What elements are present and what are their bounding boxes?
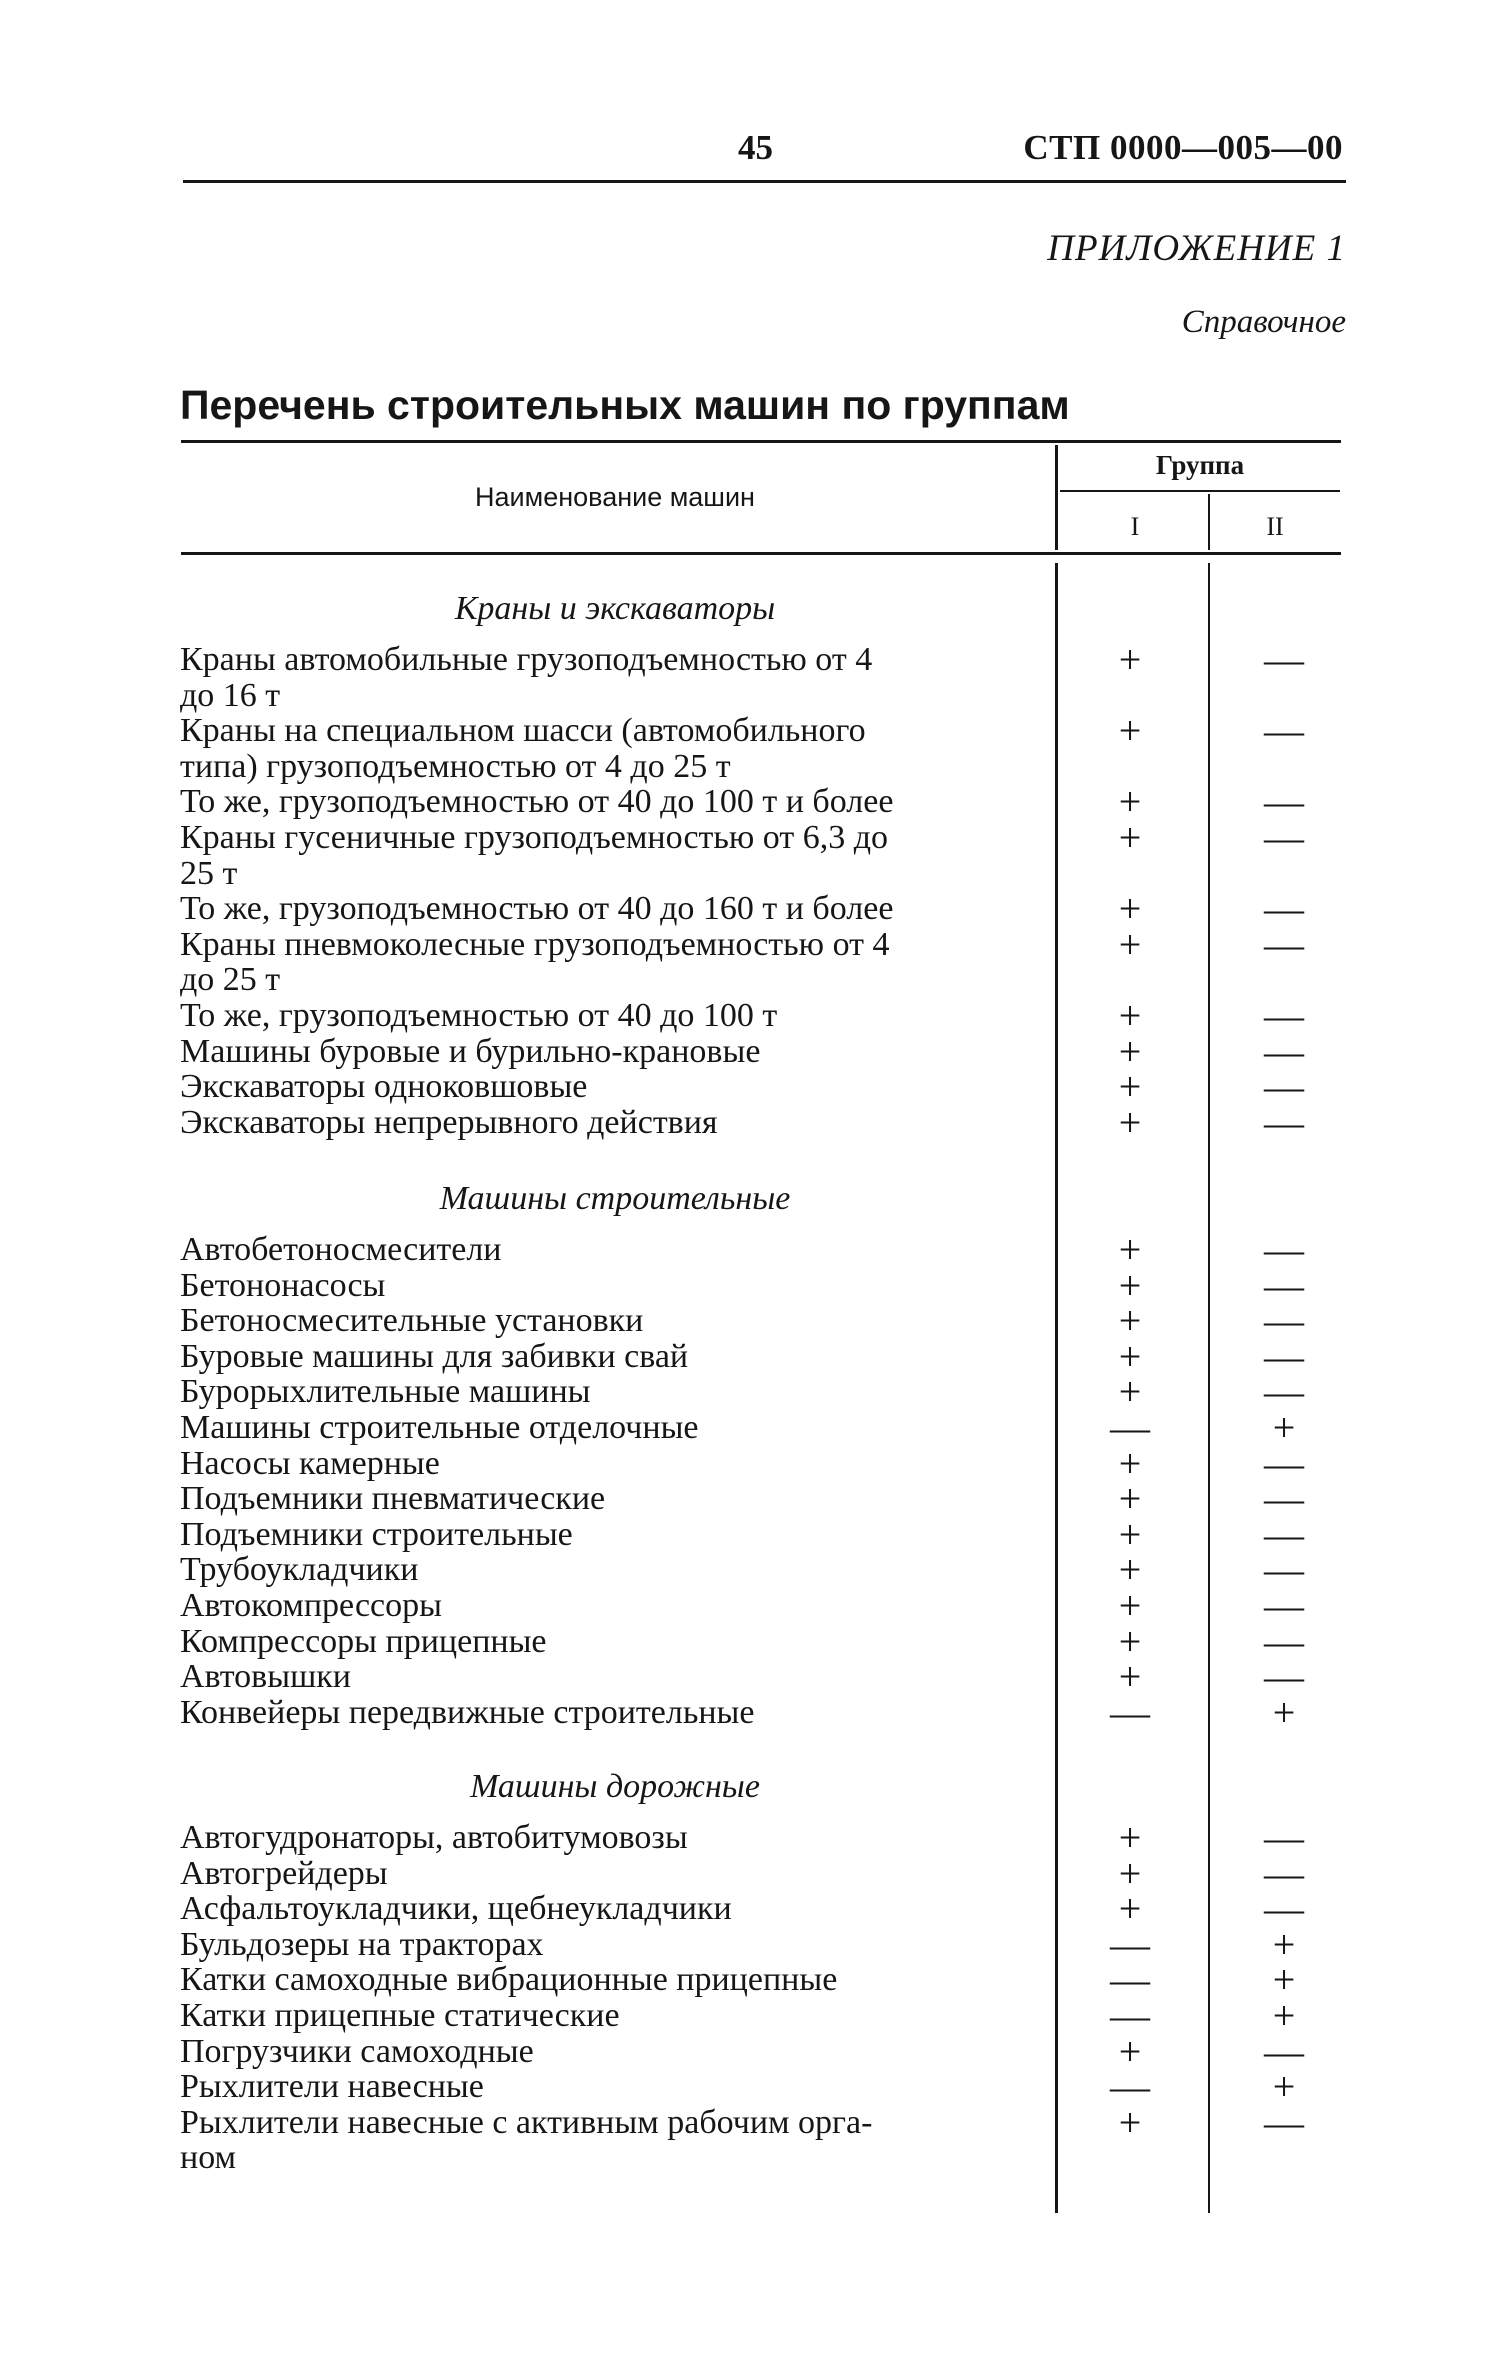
column-header-group: Группа xyxy=(1155,450,1245,480)
group-II-mark: — xyxy=(1264,637,1304,682)
header-rule xyxy=(183,180,1346,183)
group-II-mark: + xyxy=(1272,1957,1296,2003)
group-II-mark: — xyxy=(1264,1815,1304,1860)
machine-name: Машины строительные отделочные xyxy=(180,1409,699,1446)
machine-name: Автокомпрессоры xyxy=(180,1587,442,1624)
group-I-mark: — xyxy=(1110,2064,1150,2110)
machine-name: Бетоносмесительные установки xyxy=(180,1302,644,1340)
group-I-mark: + xyxy=(1118,1369,1142,1415)
group-II-mark: — xyxy=(1264,708,1304,754)
section-title: Машины строительные xyxy=(439,1180,791,1217)
machine-name: Насосы камерные xyxy=(180,1444,440,1482)
machine-name: То же, грузоподъемностью от 40 до 160 т и более xyxy=(180,890,894,928)
group-I-mark: + xyxy=(1118,1227,1142,1272)
group-I-mark: + xyxy=(1118,779,1142,825)
machine-name: Бетононасосы xyxy=(180,1266,386,1304)
group-I-mark: + xyxy=(1118,1440,1142,1486)
group-I-mark: + xyxy=(1118,2028,1142,2074)
machine-name: Погрузчики самоходные xyxy=(180,2032,534,2070)
group-I-mark: + xyxy=(1118,1886,1142,1932)
group-I-mark: + xyxy=(1118,1099,1142,1145)
section-title: Краны и экскаваторы xyxy=(454,590,776,627)
group-II-mark: — xyxy=(1264,1262,1304,1308)
group-II-mark: — xyxy=(1264,1227,1304,1272)
machine-name: ном xyxy=(180,2139,237,2177)
group-I-mark: + xyxy=(1118,993,1142,1038)
document-code: СТП 0000—005—00 xyxy=(1023,128,1343,167)
machine-name: до 25 т xyxy=(180,961,281,999)
machine-name: Машины буровые и бурильно-крановые xyxy=(180,1032,761,1070)
group-II-mark: — xyxy=(1264,1064,1304,1110)
header-divider xyxy=(1055,445,1058,550)
machine-name: Автогрейдеры xyxy=(180,1854,388,1892)
machine-name: до 16 т xyxy=(180,676,281,714)
machine-name: Бурорыхлительные машины xyxy=(180,1373,591,1411)
group-rule xyxy=(1060,490,1340,492)
machine-name: Подъемники пневматические xyxy=(180,1480,606,1518)
group-II-mark: — xyxy=(1264,2099,1304,2145)
machine-name: Краны гусеничные грузоподъемностью от 6,3 до xyxy=(180,819,889,856)
group-II-mark: + xyxy=(1272,1921,1296,1967)
group-II-mark: — xyxy=(1264,2028,1304,2074)
machine-name: Краны пневмоколесные грузоподъемностью от 4 xyxy=(180,925,890,963)
group-II-mark: — xyxy=(1264,1850,1304,1896)
machine-name: Экскаваторы непрерывного действия xyxy=(180,1103,718,1141)
table-top-rule xyxy=(181,440,1341,443)
machine-name: Автогудронаторы, автобитумовозы xyxy=(180,1819,688,1856)
machine-name: Краны на специальном шасси (автомобильного xyxy=(180,712,866,750)
machine-name: То же, грузоподъемностью от 40 до 100 т xyxy=(180,997,778,1034)
machine-name: Катки самоходные вибрационные прицепные xyxy=(180,1961,838,1999)
machine-name: Конвейеры передвижные строительные xyxy=(180,1693,755,1731)
group-II-mark: + xyxy=(1272,1405,1296,1450)
group-I-mark: + xyxy=(1118,1262,1142,1308)
group-I-mark: + xyxy=(1118,708,1142,754)
machine-name: Экскаваторы одноковшовые xyxy=(180,1068,588,1106)
group-I-mark: + xyxy=(1118,1547,1142,1593)
machine-name: 25 т xyxy=(180,854,238,892)
group-I-mark: + xyxy=(1118,1850,1142,1896)
group-II-mark: — xyxy=(1264,1654,1304,1700)
group-II-mark: — xyxy=(1264,1547,1304,1593)
group-II-mark: — xyxy=(1264,921,1304,967)
section-title: Машины дорожные xyxy=(470,1768,760,1805)
group-I-mark: — xyxy=(1110,1957,1150,2003)
group-II-mark: — xyxy=(1264,1440,1304,1486)
group-II-mark: + xyxy=(1272,1993,1296,2038)
group-II-mark: + xyxy=(1272,2064,1296,2110)
group-II-mark: + xyxy=(1272,1689,1296,1735)
group-I-mark: + xyxy=(1118,1618,1142,1664)
machine-name: Автобетоносмесители xyxy=(180,1231,502,1268)
group-I-mark: + xyxy=(1118,1583,1142,1628)
body-divider-middle xyxy=(1208,563,1210,2213)
machine-name: Компрессоры прицепные xyxy=(180,1622,547,1660)
document-title: Перечень строительных машин по группам xyxy=(180,382,1070,428)
column-header-name: Наименование машин xyxy=(475,482,755,512)
group-I-mark: + xyxy=(1118,2099,1142,2145)
appendix-note: Справочное xyxy=(1181,304,1346,340)
machine-name: Краны автомобильные грузоподъемностью от 4 xyxy=(180,641,873,678)
machine-name: Автовышки xyxy=(180,1658,351,1696)
group-II-mark: — xyxy=(1264,1886,1304,1932)
group-I-mark: + xyxy=(1118,921,1142,967)
group-I-mark: — xyxy=(1110,1405,1150,1450)
group-I-mark: + xyxy=(1118,1028,1142,1074)
group-I-mark: + xyxy=(1118,815,1142,860)
group-I-mark: — xyxy=(1110,1689,1150,1735)
group-II-mark: — xyxy=(1264,886,1304,932)
appendix-label: ПРИЛОЖЕНИЕ 1 xyxy=(1047,228,1346,269)
group-II-mark: — xyxy=(1264,1369,1304,1415)
machine-name: Асфальтоукладчики, щебнеукладчики xyxy=(180,1890,732,1928)
machine-name: Рыхлители навесные xyxy=(180,2068,484,2106)
machine-name: типа) грузоподъемностью от 4 до 25 т xyxy=(180,747,731,785)
machine-name: Подъемники строительные xyxy=(180,1515,573,1553)
group-II-mark: — xyxy=(1264,1476,1304,1522)
group-II-mark: — xyxy=(1264,1298,1304,1344)
group-II-mark: — xyxy=(1264,993,1304,1038)
group-II-mark: — xyxy=(1264,1583,1304,1628)
group-I-mark: + xyxy=(1118,637,1142,682)
group-I-mark: + xyxy=(1118,1064,1142,1110)
group-I-mark: + xyxy=(1118,886,1142,932)
machine-name: То же, грузоподъемностью от 40 до 100 т и более xyxy=(180,783,894,821)
group-II-mark: — xyxy=(1264,779,1304,825)
machine-name: Катки прицепные статические xyxy=(180,1997,620,2034)
page-number: 45 xyxy=(738,128,773,167)
group-I-mark: + xyxy=(1118,1654,1142,1700)
group-I-mark: + xyxy=(1118,1298,1142,1344)
group-II-mark: — xyxy=(1264,815,1304,860)
machine-name: Бульдозеры на тракторах xyxy=(180,1925,544,1963)
group-I-mark: + xyxy=(1118,1511,1142,1557)
table-header-bottom-rule xyxy=(181,552,1341,555)
group-II-mark: — xyxy=(1264,1099,1304,1145)
group-I-mark: + xyxy=(1118,1815,1142,1860)
group-I-mark: + xyxy=(1118,1333,1142,1379)
group-II-mark: — xyxy=(1264,1028,1304,1074)
group-II-mark: — xyxy=(1264,1333,1304,1379)
group-I-mark: + xyxy=(1118,1476,1142,1522)
group-II-mark: — xyxy=(1264,1511,1304,1557)
machine-name: Трубоукладчики xyxy=(180,1551,419,1589)
group-I-mark: — xyxy=(1110,1993,1150,2038)
body-divider-left xyxy=(1055,563,1058,2213)
group-I-mark: — xyxy=(1110,1921,1150,1967)
column-header-group-I: I xyxy=(1130,512,1140,541)
group-II-mark: — xyxy=(1264,1618,1304,1664)
column-header-group-II: II xyxy=(1266,512,1284,541)
machine-name: Рыхлители навесные с активным рабочим орга- xyxy=(180,2103,873,2141)
machine-name: Буровые машины для забивки свай xyxy=(180,1337,689,1375)
